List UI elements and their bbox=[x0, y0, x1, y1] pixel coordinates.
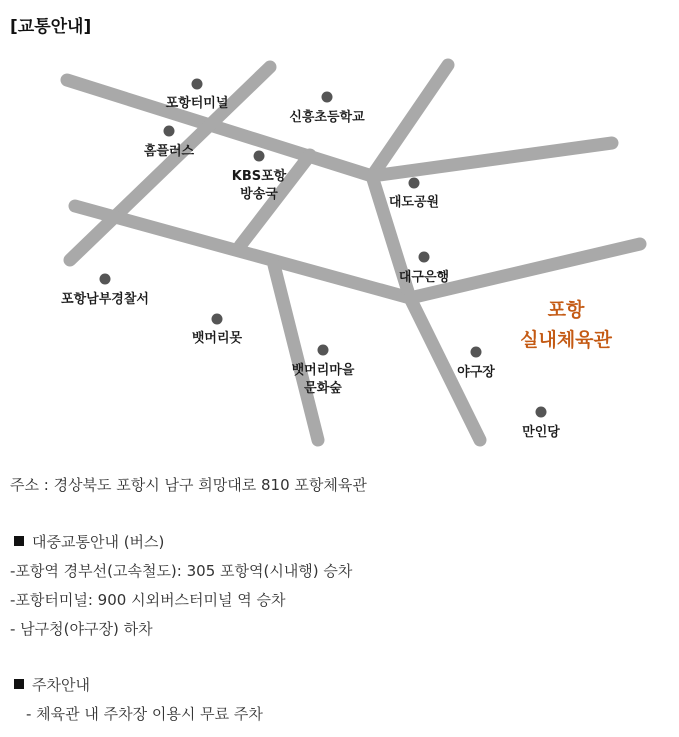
landmark-label: 문화숲 bbox=[304, 381, 342, 396]
road bbox=[372, 143, 612, 176]
map-canvas bbox=[0, 40, 679, 460]
parking-heading-label: 주차안내 bbox=[32, 676, 90, 694]
landmark-pohang-terminal bbox=[166, 79, 229, 112]
location-map bbox=[0, 40, 679, 460]
landmark-marker-icon bbox=[419, 252, 430, 263]
landmark-label: 신흥초등학교 bbox=[289, 110, 365, 125]
landmark-label: 포항터미널 bbox=[165, 96, 229, 111]
landmark-marker-icon bbox=[192, 79, 203, 90]
venue-label bbox=[520, 298, 612, 351]
square-bullet-icon bbox=[14, 536, 24, 546]
landmark-nambu-police bbox=[61, 274, 149, 308]
landmark-marker-icon bbox=[212, 314, 223, 325]
address-line: 주소 : 경상북도 포항시 남구 희망대로 810 포항체육관 bbox=[10, 476, 367, 494]
landmark-label: 야구장 bbox=[457, 365, 495, 380]
venue-name: 실내체육관 bbox=[520, 329, 612, 351]
landmark-marker-icon bbox=[100, 274, 111, 285]
section-title: [교통안내] bbox=[10, 17, 92, 37]
landmark-baseball bbox=[457, 347, 495, 381]
landmark-label: KBS포항 bbox=[231, 169, 287, 184]
landmark-label: 뱃머리마을 bbox=[291, 363, 355, 378]
venue-name: 포항 bbox=[547, 299, 585, 321]
transit-line: -포항역 경부선(고속철도): 305 포항역(시내행) 승차 bbox=[10, 562, 353, 580]
landmark-marker-icon bbox=[536, 407, 547, 418]
transit-line: - 남구청(야구장) 하차 bbox=[10, 620, 153, 638]
parking-line: - 체육관 내 주차장 이용시 무료 주차 bbox=[26, 705, 263, 723]
transit-heading bbox=[10, 531, 164, 552]
landmark-marker-icon bbox=[471, 347, 482, 358]
transit-heading-label: 대중교통안내 (버스) bbox=[32, 533, 165, 551]
landmark-marker-icon bbox=[164, 126, 175, 137]
square-bullet-icon bbox=[14, 679, 24, 689]
landmark-label: 대구은행 bbox=[398, 270, 450, 285]
landmark-sinheung-school bbox=[289, 92, 365, 126]
parking-heading bbox=[10, 674, 90, 695]
transit-line: -포항터미널: 900 시외버스터미널 역 승차 bbox=[10, 591, 286, 609]
landmark-label: 포항남부경찰서 bbox=[61, 292, 149, 307]
road bbox=[75, 206, 410, 298]
landmark-label: 방송국 bbox=[240, 187, 278, 202]
landmark-manin bbox=[522, 407, 560, 441]
road bbox=[274, 265, 318, 440]
landmark-label: 만인당 bbox=[522, 425, 560, 440]
landmark-marker-icon bbox=[322, 92, 333, 103]
road bbox=[372, 65, 448, 176]
landmark-label: 뱃머리못 bbox=[191, 331, 243, 346]
landmark-label: 홈플러스 bbox=[143, 144, 195, 159]
landmark-marker-icon bbox=[318, 345, 329, 356]
landmark-marker-icon bbox=[254, 151, 265, 162]
landmark-label: 대도공원 bbox=[388, 195, 440, 210]
landmark-marker-icon bbox=[409, 178, 420, 189]
landmark-daedo-park bbox=[389, 178, 439, 211]
landmark-baekmeori-pond bbox=[192, 314, 243, 347]
